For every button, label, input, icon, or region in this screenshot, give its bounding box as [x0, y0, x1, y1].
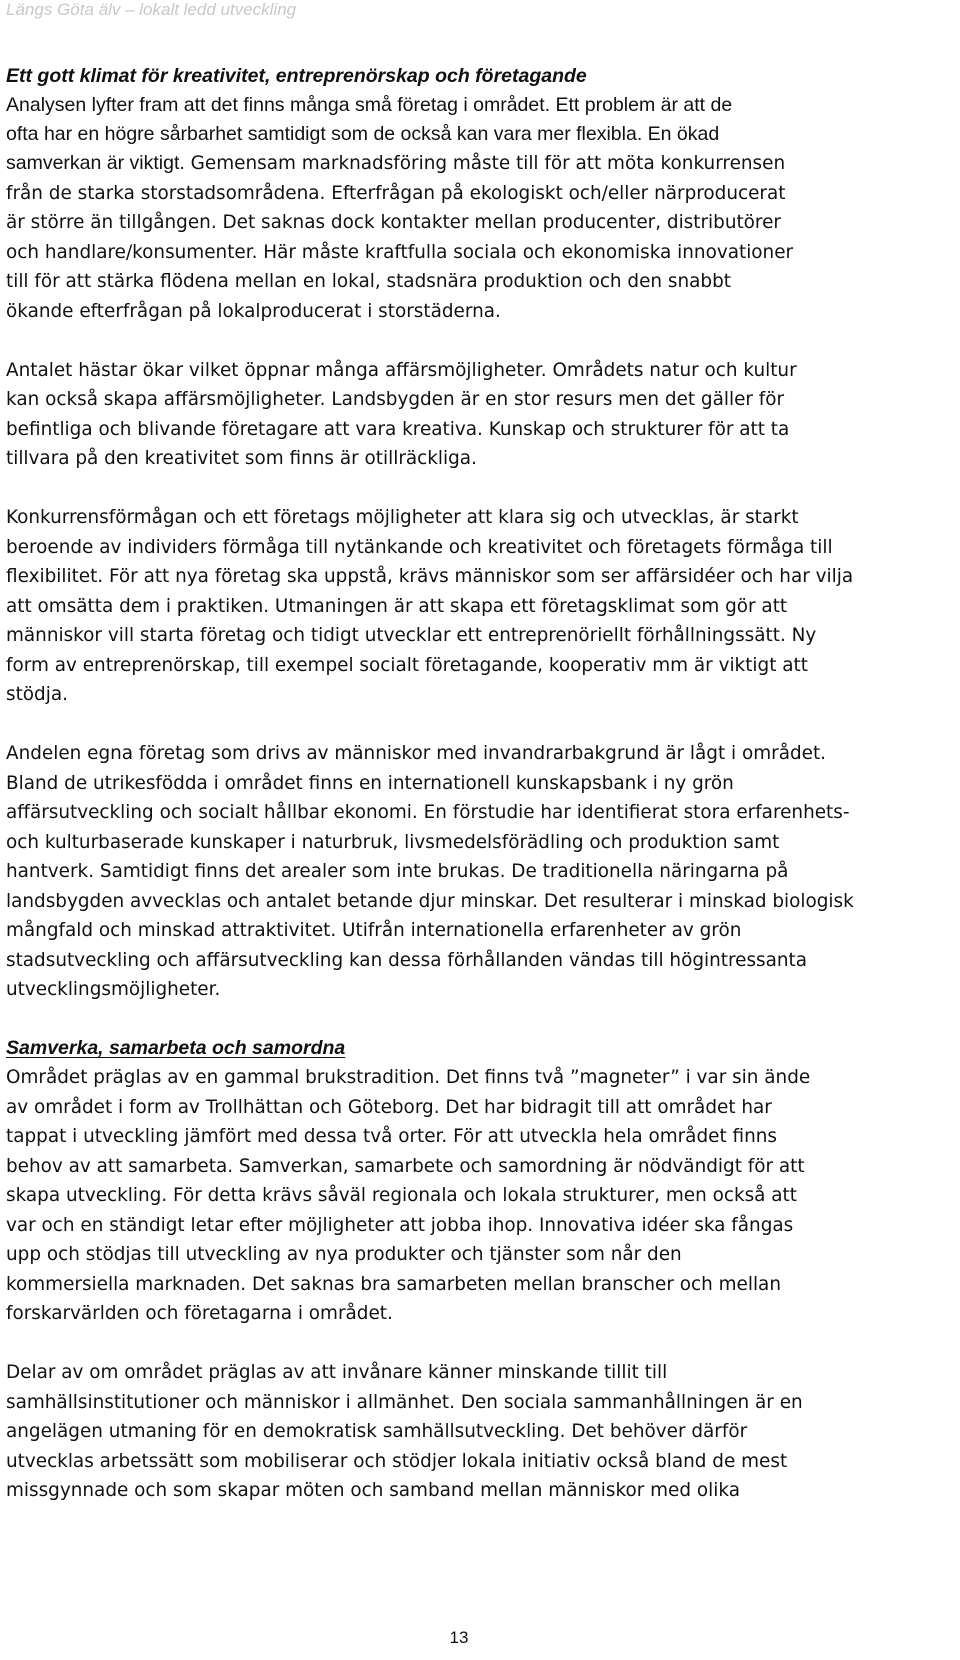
- text-line: utvecklingsmöjligheter.: [6, 979, 221, 1000]
- text-line: befintliga och blivande företagare att vara kreativa. Kunskap och strukturer för att ta: [6, 418, 790, 440]
- text-line: behov av att samarbeta. Samverkan, samarbete och samordning är nödvändigt för att: [6, 1155, 805, 1177]
- text-line: forskarvärlden och företagarna i området.: [6, 1303, 393, 1324]
- text-line: att omsätta dem i praktiken. Utmaningen är att skapa ett företagsklimat som gör att: [6, 595, 788, 617]
- paragraph-tillit: [6, 1358, 946, 1506]
- text-line: och handlare/konsumenter. Här måste kraftfulla sociala och ekonomiska innovationer: [6, 241, 794, 263]
- paragraph-spacer: [6, 474, 946, 504]
- text-line: missgynnade och som skapar möten och samband mellan människor med olika: [6, 1480, 740, 1501]
- text-line: ofta har en högre sårbarhet samtidigt som de också kan vara mer flexibla. En ökad: [6, 123, 720, 145]
- running-header: Längs Göta älv – lokalt ledd utveckling: [6, 0, 297, 19]
- text-line: är större än tillgången. Det saknas dock kontakter mellan producenter, distributörer: [6, 212, 781, 233]
- paragraph-invandrare: [6, 739, 946, 1005]
- text-line: samhällsinstitutioner och människor i allmänhet. Den sociala sammanhållningen är en: [6, 1391, 803, 1413]
- text-line: Andelen egna företag som drivs av människor med invandrarbakgrund är lågt i området.: [6, 743, 827, 764]
- paragraph-klimat-intro: [6, 91, 946, 179]
- text-line: hantverk. Samtidigt finns det arealer som inte brukas. De traditionella näringarna på: [6, 861, 789, 882]
- text-line: människor vill starta företag och tidigt utvecklar ett entreprenöriellt förhållningssätt. Ny: [6, 625, 817, 646]
- text-line: ökande efterfrågan på lokalproducerat i storstäderna.: [6, 300, 501, 322]
- text-line: kan också skapa affärsmöjligheter. Landsbygden är en stor resurs men det gäller för: [6, 389, 785, 410]
- section-heading-kreativitet: Ett gott klimat för kreativitet, entreprenörskap och företagande: [6, 65, 587, 87]
- paragraph-spacer: [6, 1005, 946, 1035]
- text-line: angelägen utmaning för en demokratisk samhällsutveckling. Det behöver därför: [6, 1421, 748, 1442]
- text-line: tillvara på den kreativitet som finns är otillräckliga.: [6, 448, 477, 469]
- paragraph-spacer: [6, 710, 946, 740]
- paragraph-klimat: [6, 91, 946, 326]
- section-heading-samverka: Samverka, samarbeta och samordna: [6, 1037, 346, 1059]
- text-fragment: samverkan är viktigt.: [6, 152, 185, 174]
- text-line: skapa utveckling. För detta krävs såväl regionala och lokala strukturer, men också att: [6, 1185, 797, 1206]
- text-line: tappat i utveckling jämfört med dessa två orter. För att utveckla hela området finns: [6, 1126, 777, 1147]
- text-line: Delar av om området präglas av att invånare känner minskande tillit till: [6, 1362, 668, 1383]
- text-line: Konkurrensförmågan och ett företags möjligheter att klara sig och utvecklas, är starkt: [6, 507, 799, 528]
- text-line: Området präglas av en gammal brukstradition. Det finns två ”magneter” i var sin ände: [6, 1067, 811, 1088]
- text-line: utvecklas arbetssätt som mobiliserar och stödjer lokala initiativ också bland de mest: [6, 1450, 788, 1472]
- text-line: flexibilitet. För att nya företag ska uppstå, krävs människor som ser affärsidéer och har vilja: [6, 566, 854, 587]
- text-line: affärsutveckling och socialt hållbar ekonomi. En förstudie har identifierat stora erfarenhets-: [6, 802, 850, 823]
- text-line: stödja.: [6, 684, 68, 705]
- text-line: beroende av individers förmåga till nytänkande och kreativitet och företagets förmåga till: [6, 536, 833, 558]
- text-line-mixed: [6, 149, 946, 179]
- text-line: från de starka storstadsområdena. Efterfrågan på ekologiskt och/eller närproducerat: [6, 182, 786, 204]
- paragraph-hastar: [6, 356, 946, 474]
- paragraph-spacer: [6, 1329, 946, 1359]
- text-line: och kulturbaserade kunskaper i naturbruk, livsmedelsförädling och produktion samt: [6, 831, 780, 853]
- text-line: landsbygden avvecklas och antalet betande djur minskar. Det resulterar i minskad biologisk: [6, 890, 854, 912]
- text-fragment: Gemensam marknadsföring måste till för att möta konkurrensen: [184, 153, 786, 174]
- text-line: av området i form av Trollhättan och Göteborg. Det har bidragit till att området har: [6, 1096, 772, 1118]
- text-line: Bland de utrikesfödda i området finns en internationell kunskapsbank i ny grön: [6, 772, 734, 794]
- text-line: mångfald och minskad attraktivitet. Utifrån internationella erfarenheter av grön: [6, 920, 742, 941]
- text-line: Antalet hästar ökar vilket öppnar många affärsmöjligheter. Områdets natur och kultur: [6, 359, 797, 381]
- text-line: Analysen lyfter fram att det finns många små företag i området. Ett problem är att de: [6, 94, 733, 116]
- paragraph-spacer: [6, 326, 946, 356]
- page-number: 13: [449, 1628, 469, 1647]
- text-line: var och en ständigt letar efter möjligheter att jobba ihop. Innovativa idéer ska fångas: [6, 1214, 794, 1236]
- paragraph-konkurrens: [6, 503, 946, 710]
- document-body: [6, 62, 946, 1506]
- text-line: stadsutveckling och affärsutveckling kan dessa förhållanden vändas till högintressanta: [6, 949, 808, 971]
- text-line: form av entreprenörskap, till exempel socialt företagande, kooperativ mm är viktigt att: [6, 654, 808, 676]
- text-line: till för att stärka flödena mellan en lokal, stadsnära produktion och den snabbt: [6, 271, 731, 292]
- text-line: upp och stödjas till utveckling av nya produkter och tjänster som når den: [6, 1244, 682, 1265]
- paragraph-klimat-body: [6, 179, 946, 327]
- paragraph-brukstradition: [6, 1063, 946, 1329]
- text-line: kommersiella marknaden. Det saknas bra samarbeten mellan branscher och mellan: [6, 1273, 781, 1295]
